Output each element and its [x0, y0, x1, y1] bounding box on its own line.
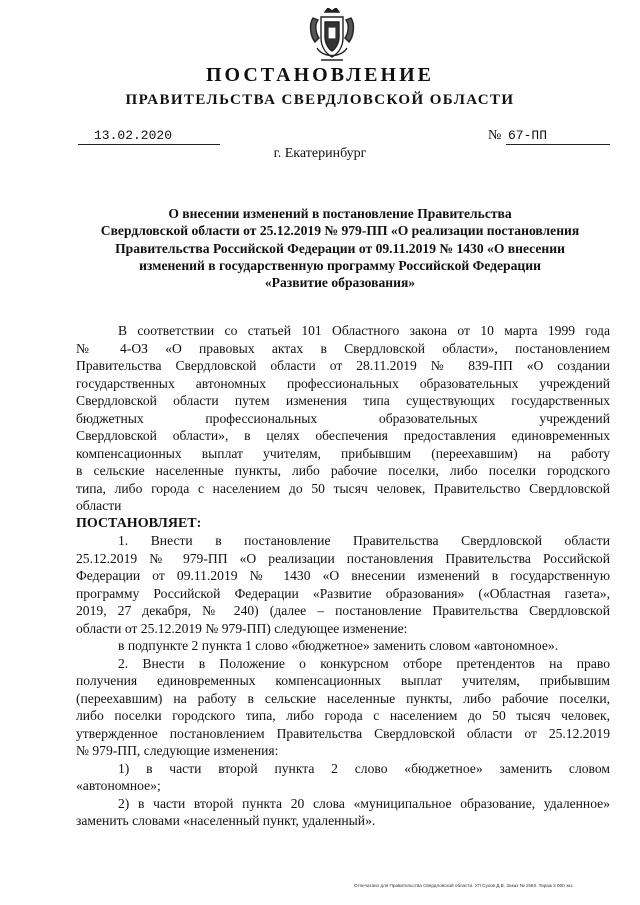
- document-date: 13.02.2020: [78, 128, 220, 145]
- body-line: № 4-ОЗ «О правовых актах в Свердловской области», постановлением: [76, 340, 610, 356]
- body-line: в подпункте 2 пункта 1 слово «бюджетное» заменить словом «автономное».: [118, 638, 559, 653]
- title-line: Правительства Российской Федерации от 09.11.2019 № 1430 «О внесении: [115, 240, 565, 256]
- coat-of-arms-emblem-icon: [307, 8, 357, 62]
- body-line: области: [76, 498, 122, 513]
- body-line: В соответствии со статьей 101 Областного закона от 10 марта 1999 года: [118, 323, 610, 338]
- body-line: государственных автономных профессиональных образовательных учреждений: [76, 375, 610, 391]
- body-line: 2. Внести в Положение о конкурсном отборе претендентов на право: [118, 655, 610, 671]
- document-body: [76, 322, 610, 830]
- body-line: программу Российской Федерации «Развитие образования» («Областная газета»,: [76, 585, 610, 601]
- resolves-heading: ПОСТАНОВЛЯЕТ:: [76, 515, 202, 531]
- title-line: Свердловской области от 25.12.2019 № 979-ПП «О реализации постановления: [100, 223, 580, 239]
- body-line: типа, либо города с населением до 50 тысяч человек, Правительство Свердловской: [76, 480, 610, 496]
- print-imprint: Отпечатано для Правительства Свердловской области. УП Сухов Д.В. Заказ № 1583. Тираж 2 000 экз.: [354, 883, 574, 888]
- document-title: [70, 205, 610, 291]
- document-number: 67-ПП: [506, 128, 610, 145]
- body-line: компенсационных выплат учителям, прибывшим (переехавшим) на работу: [76, 445, 610, 461]
- body-line: Правительства Свердловской области от 28.11.2019 № 839-ПП «О создании: [76, 358, 610, 373]
- number-sign: №: [488, 128, 502, 143]
- body-line: бюджетных профессиональных образовательных учреждений: [76, 410, 610, 426]
- title-line: «Развитие образования»: [264, 275, 416, 291]
- issuing-authority: ПРАВИТЕЛЬСТВА СВЕРДЛОВСКОЙ ОБЛАСТИ: [125, 92, 515, 108]
- body-line: 2019, 27 декабря, № 240) (далее – постановление Правительства Свердловской: [76, 603, 610, 618]
- body-line: либо поселки городского типа, либо города с населением до 50 тысяч человек,: [76, 708, 610, 723]
- document-type-heading: ПОСТАНОВЛЕНИЕ: [206, 64, 434, 86]
- body-line: Свердловской области», в целях обеспечения предоставления единовременных: [76, 428, 610, 443]
- body-line: (переехавшим) на работу в сельские населенные пункты, либо рабочие поселки,: [76, 690, 610, 706]
- body-line: 1. Внести в постановление Правительства Свердловской области: [118, 533, 610, 548]
- body-line: утвержденное постановлением Правительства Свердловской области от 25.12.2019: [76, 725, 610, 741]
- body-line: Свердловской области путем изменения типа существующих государственных: [76, 393, 610, 408]
- body-line: заменить словами «населенный пункт, удаленный».: [76, 813, 376, 828]
- body-line: 1) в части второй пункта 2 слово «бюджетное» заменить словом: [118, 760, 610, 776]
- body-line: в сельские населенные пункты, либо рабочие поселки, либо поселки городского: [76, 463, 610, 478]
- city-label: г. Екатеринбург: [273, 146, 367, 161]
- body-line: 25.12.2019 № 979-ПП «О реализации постановления Правительства Российской: [76, 550, 610, 566]
- title-line: изменений в государственную программу Российской Федерации: [139, 257, 541, 273]
- title-line: О внесении изменений в постановление Правительства: [168, 206, 512, 221]
- body-line: № 979-ПП, следующие изменения:: [76, 743, 279, 758]
- body-line: Федерации от 09.11.2019 № 1430 «О внесении изменений в государственную: [76, 568, 610, 583]
- body-line: получения единовременных компенсационных выплат учителям, прибывшим: [76, 673, 610, 688]
- body-line: 2) в части второй пункта 20 слова «муниципальное образование, удаленное»: [118, 795, 610, 811]
- body-line: области от 25.12.2019 № 979-ПП) следующее изменение:: [76, 620, 408, 636]
- body-line: «автономное»;: [76, 778, 161, 793]
